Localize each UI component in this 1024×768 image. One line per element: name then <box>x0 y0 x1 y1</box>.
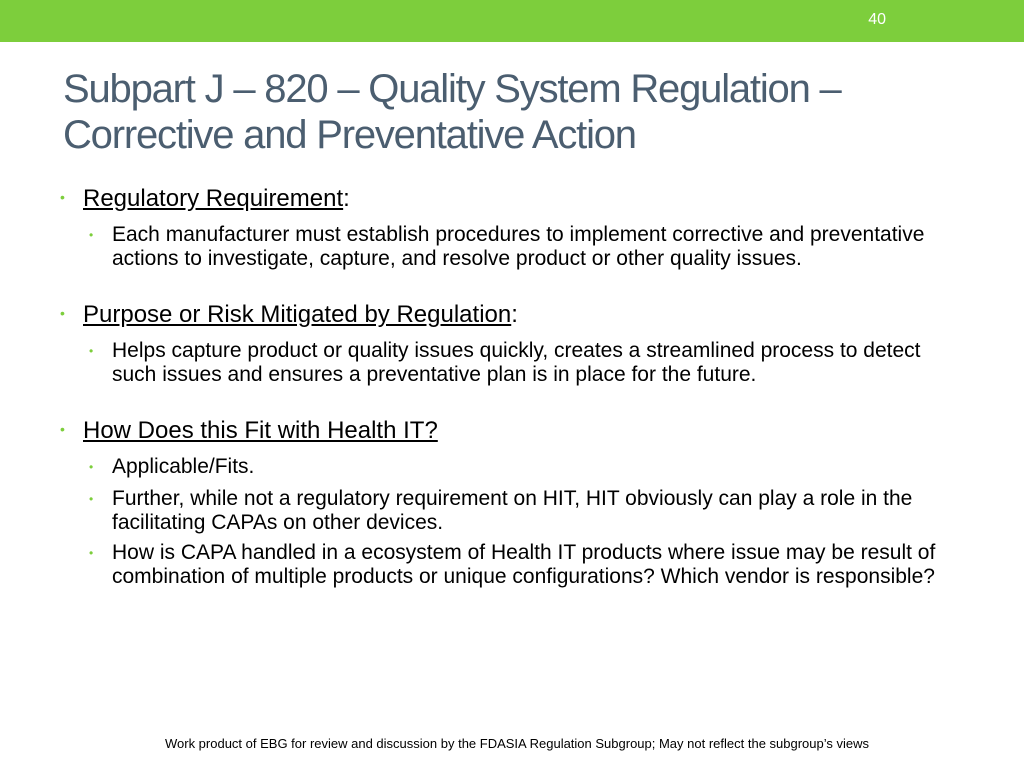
bullet-icon: • <box>60 421 65 437</box>
slide-title <box>63 66 983 158</box>
section-heading-text: Purpose or Risk Mitigated by Regulation <box>83 301 512 328</box>
section-health-it-fit <box>60 415 960 589</box>
section-regulatory-requirement <box>60 183 960 271</box>
section-heading-text: Regulatory Requirement <box>83 185 344 212</box>
section-heading-colon: : <box>343 185 350 212</box>
bullet-icon: • <box>89 460 94 474</box>
sub-bullet-item <box>89 455 960 481</box>
sub-bullet-text: Further, while not a regulatory requirement on HIT, HIT obviously can play a role in the facilitating CAPAs on other devices. <box>112 487 913 534</box>
section-heading-text: How Does this Fit with Health IT? <box>83 417 438 444</box>
section-purpose-or-risk <box>60 299 960 387</box>
bullet-icon: • <box>60 305 65 321</box>
bullet-icon: • <box>89 228 94 242</box>
sub-bullet-item <box>89 541 960 589</box>
sub-bullet-text: Applicable/Fits. <box>112 455 255 478</box>
bullet-icon: • <box>89 492 94 506</box>
sub-bullet-item <box>89 223 960 271</box>
sub-bullet-item <box>89 487 960 535</box>
sub-bullet-text: Each manufacturer must establish procedures to implement corrective and preventative actions to investigate, capture, and resolve product or other quality issues. <box>112 223 925 270</box>
footer-disclaimer: Work product of EBG for review and discussion by the FDASIA Regulation Subgroup; May not reflect the subgroup’s views <box>164 736 870 751</box>
slide-content <box>60 183 960 589</box>
section-heading <box>60 415 960 449</box>
sub-bullet-text: How is CAPA handled in a ecosystem of Health IT products where issue may be result of combination of multiple products or unique configurations? Which vendor is responsible? <box>112 541 936 588</box>
slide-title-line-2: Corrective and Preventative Action <box>63 113 636 157</box>
slide-title-line-1: Subpart J – 820 – Quality System Regulation – <box>63 67 841 111</box>
bullet-icon: • <box>60 189 65 205</box>
sub-bullet-text: Helps capture product or quality issues quickly, creates a streamlined process to detect such issues and ensures a preventative plan is in place for the future. <box>112 339 921 386</box>
section-heading-colon: : <box>511 301 518 328</box>
bullet-icon: • <box>89 344 94 358</box>
slide-number: 40 <box>868 11 886 28</box>
section-heading <box>60 299 960 333</box>
sub-bullet-item <box>89 339 960 387</box>
bullet-icon: • <box>89 546 94 560</box>
section-heading <box>60 183 960 217</box>
top-accent-bar <box>0 0 1024 42</box>
